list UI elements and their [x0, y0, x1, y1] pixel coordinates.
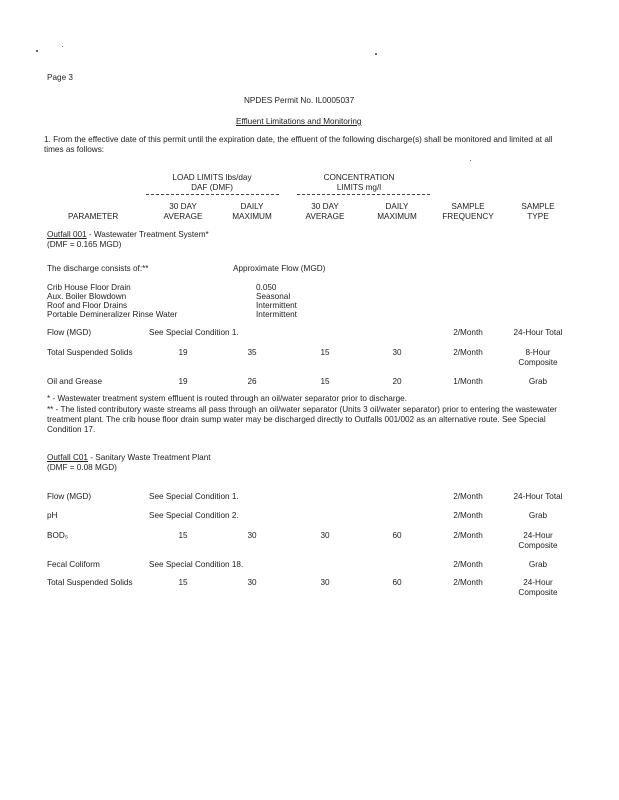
- stream-flow: Intermittent: [256, 310, 297, 319]
- param-ph: pH: [47, 511, 58, 520]
- stream-flow: 0.050: [256, 283, 277, 292]
- special-condition-note: See Special Condition 18.: [149, 560, 244, 569]
- stream-name: Crib House Floor Drain: [47, 283, 131, 292]
- param-flow: Flow (MGD): [47, 328, 92, 337]
- sample-type: Grab: [528, 377, 548, 386]
- col-conc-avg-1: 30 DAY: [311, 202, 339, 211]
- conc-30day-value: 15: [320, 348, 330, 357]
- sample-type-line2: Composite: [518, 588, 558, 597]
- outfall-c01-id: Outfall C01: [47, 453, 88, 462]
- col-load-avg-1: 30 DAY: [169, 202, 197, 211]
- load-limits-subheader: DAF (DMF): [191, 183, 233, 192]
- col-load-avg-2: AVERAGE: [163, 212, 203, 221]
- scan-speck: [36, 50, 38, 52]
- conc-30day-value: 15: [320, 377, 330, 386]
- sample-frequency: 2/Month: [453, 560, 483, 569]
- conc-max-value: 30: [392, 348, 402, 357]
- sample-type-line2: Composite: [518, 358, 558, 367]
- sample-type: 24-Hour Total: [513, 328, 563, 337]
- stream-flow: Seasonal: [256, 292, 291, 301]
- load-max-value: 35: [247, 348, 257, 357]
- sample-frequency: 2/Month: [453, 328, 483, 337]
- stream-name: Aux. Boiler Blowdown: [47, 292, 127, 301]
- concentration-header: CONCENTRATION: [323, 173, 395, 182]
- outfall-001-id: Outfall 001: [47, 230, 87, 239]
- section-title: Effluent Limitations and Monitoring: [236, 117, 362, 126]
- param-bod5: BOD₅: [47, 531, 69, 540]
- sample-frequency: 2/Month: [453, 492, 483, 501]
- sample-frequency: 1/Month: [453, 377, 483, 386]
- param-fecal-coliform: Fecal Coliform: [47, 560, 100, 569]
- conc-30day-value: 30: [320, 531, 330, 540]
- concentration-subheader: LIMITS mg/l: [336, 183, 382, 192]
- col-type-1: SAMPLE: [521, 202, 555, 211]
- outfall-c01-title: - Sanitary Waste Treatment Plant: [87, 453, 211, 462]
- conc-30day-value: 30: [320, 578, 330, 587]
- sample-type: 24-Hour: [523, 531, 553, 540]
- param-tss: Total Suspended Solids: [47, 578, 133, 587]
- col-conc-avg-2: AVERAGE: [305, 212, 345, 221]
- page-label: Page 3: [47, 73, 73, 82]
- outfall-c01-heading: [47, 453, 211, 463]
- flow-header: Approximate Flow (MGD): [233, 264, 326, 273]
- sample-frequency: 2/Month: [453, 531, 483, 540]
- concentration-rule: [297, 194, 430, 195]
- conc-max-value: 60: [392, 531, 402, 540]
- load-30day-value: 15: [178, 578, 188, 587]
- scan-speck: [470, 160, 471, 161]
- footnote-2: ** - The listed contributory waste streams all pass through an oil/water separator (Units 3 oil/water separator) prior to entering the wastewater treatment plant. The crib house floor drain sump water may be discharged directly to Outfalls 001/002 as an alternative route. See Special Condition 17.: [47, 405, 557, 434]
- stream-name: Roof and Floor Drains: [47, 301, 128, 310]
- load-30day-value: 19: [178, 377, 188, 386]
- col-conc-max-1: DAILY: [385, 202, 409, 211]
- load-max-value: 30: [247, 578, 257, 587]
- intro-paragraph: 1. From the effective date of this permit until the expiration date, the effluent of the following discharge(s) shall be monitored and limited at all times as follows:: [44, 135, 553, 154]
- col-conc-max-2: MAXIMUM: [377, 212, 417, 221]
- param-oil-grease: Oil and Grease: [47, 377, 103, 386]
- col-type-2: TYPE: [527, 212, 549, 221]
- sample-frequency: 2/Month: [453, 578, 483, 587]
- special-condition-note: See Special Condition 1.: [149, 328, 239, 337]
- outfall-c01-dmf: (DMF = 0.08 MGD): [47, 463, 117, 472]
- sample-frequency: 2/Month: [453, 348, 483, 357]
- outfall-001-dmf: (DMF = 0.165 MGD): [47, 240, 122, 249]
- sample-type: 24-Hour Total: [513, 492, 563, 501]
- stream-flow: Intermittent: [256, 301, 297, 310]
- load-30day-value: 19: [178, 348, 188, 357]
- col-parameter: PARAMETER: [68, 212, 119, 221]
- load-30day-value: 15: [178, 531, 188, 540]
- sample-type-line2: Composite: [518, 541, 558, 550]
- load-max-value: 26: [247, 377, 257, 386]
- outfall-001-title: - Wastewater Treatment System*: [86, 230, 209, 239]
- discharge-intro: The discharge consists of:**: [47, 264, 149, 273]
- load-limits-rule: [146, 194, 279, 195]
- load-max-value: 30: [247, 531, 257, 540]
- col-frequency-1: SAMPLE: [451, 202, 485, 211]
- scan-speck: [375, 53, 377, 55]
- col-load-max-1: DAILY: [240, 202, 264, 211]
- sample-type: Grab: [528, 511, 548, 520]
- sample-type: Grab: [528, 560, 548, 569]
- special-condition-note: See Special Condition 1.: [149, 492, 239, 501]
- sample-type: 8-Hour: [525, 348, 551, 357]
- col-frequency-2: FREQUENCY: [442, 212, 494, 221]
- sample-frequency: 2/Month: [453, 511, 483, 520]
- outfall-001-heading: [47, 230, 209, 240]
- load-limits-header: LOAD LIMITS lbs/day: [172, 173, 252, 182]
- col-load-max-2: MAXIMUM: [232, 212, 272, 221]
- sample-type: 24-Hour: [523, 578, 553, 587]
- special-condition-note: See Special Condition 2.: [149, 511, 239, 520]
- permit-title: NPDES Permit No. IL0005037: [244, 96, 355, 105]
- param-flow: Flow (MGD): [47, 492, 92, 501]
- param-tss: Total Suspended Solids: [47, 348, 133, 357]
- conc-max-value: 60: [392, 578, 402, 587]
- stream-name: Portable Demineralizer Rinse Water: [47, 310, 178, 319]
- scan-speck: [62, 46, 63, 47]
- conc-max-value: 20: [392, 377, 402, 386]
- footnote-1: * - Wastewater treatment system effluent is routed through an oil/water separator prior to discharge.: [47, 394, 407, 403]
